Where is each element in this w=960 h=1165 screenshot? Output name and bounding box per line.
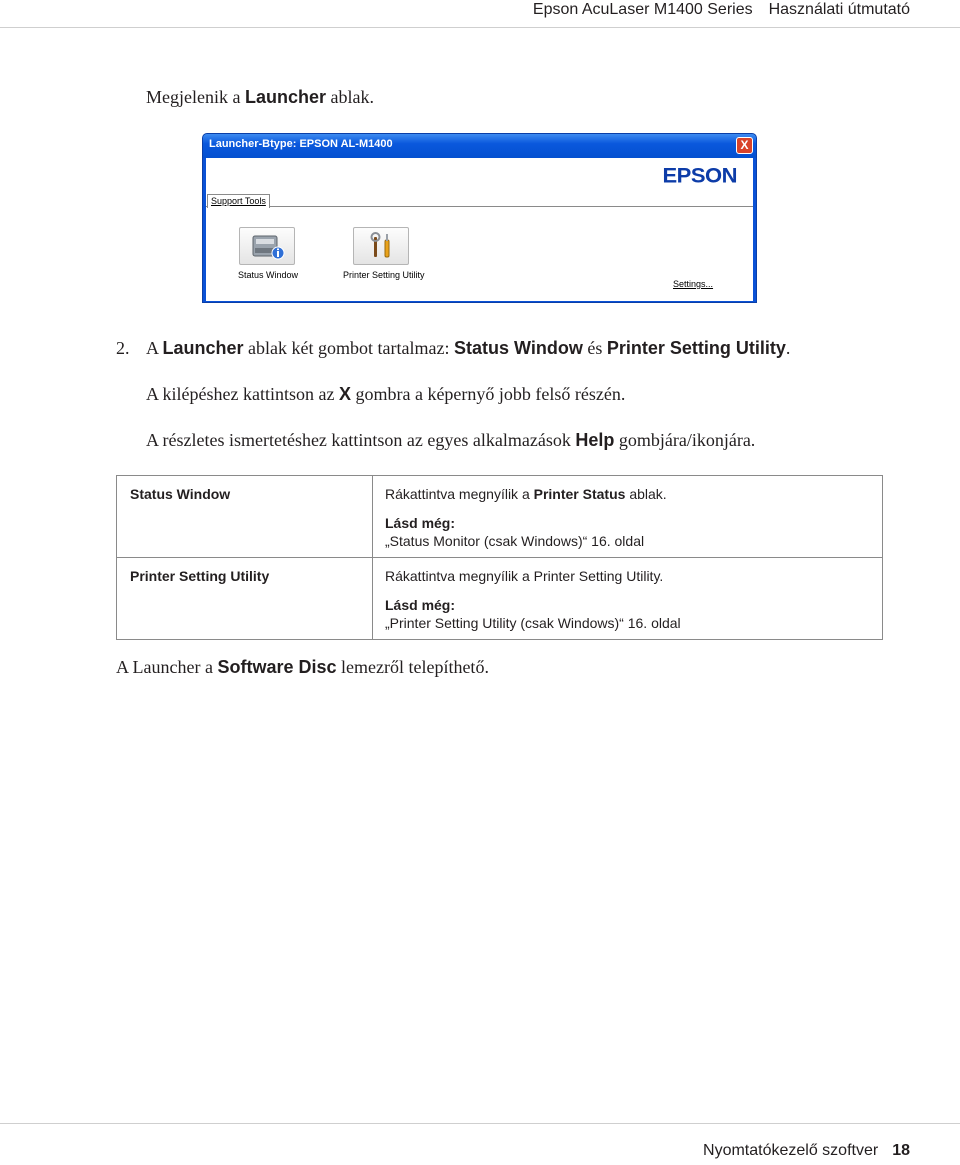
- page-header: [0, 0, 960, 28]
- status-window-label[interactable]: Status Window: [238, 270, 299, 280]
- table-row-1-desc: [385, 486, 667, 502]
- footer-divider: [0, 1123, 960, 1124]
- para1-text-1: A kilépéshez kattintson az: [146, 384, 339, 404]
- tools-icon: [354, 228, 410, 266]
- help-instruction: [146, 430, 755, 451]
- row1-desc-bold: Printer Status: [533, 486, 626, 502]
- close-button[interactable]: X: [736, 137, 753, 154]
- settings-link[interactable]: Settings...: [673, 279, 714, 289]
- tools-table: [116, 475, 883, 640]
- step-bold-1: Launcher: [162, 338, 244, 358]
- install-note: [116, 657, 489, 678]
- footer-section: Nyomtatókezelő szoftver: [703, 1142, 879, 1159]
- launcher-client-area: [206, 158, 753, 301]
- table-row-1-see-label: Lásd még:: [385, 515, 456, 531]
- launcher-titlebar[interactable]: [203, 134, 756, 158]
- tab-divider: [206, 206, 753, 207]
- table-row-2-see-label: Lásd még:: [385, 597, 456, 613]
- table-row-1-name: Status Window: [130, 486, 231, 502]
- table-row-2-desc: [385, 568, 663, 584]
- intro-text: [146, 87, 374, 108]
- step-text-1: A: [146, 338, 163, 358]
- step-bold-2: Status Window: [453, 338, 583, 358]
- note-bold: Software Disc: [217, 657, 337, 677]
- step-2: [116, 338, 790, 359]
- printer-setting-utility-label[interactable]: Printer Setting Utility: [343, 270, 425, 280]
- launcher-window: [202, 133, 757, 303]
- page-footer: [703, 1142, 910, 1160]
- tab-support-tools[interactable]: Support Tools: [207, 194, 270, 208]
- para1-text-2: gombra a képernyő jobb felső részén.: [350, 384, 626, 404]
- row1-desc-after: ablak.: [625, 486, 667, 502]
- step-text-2: ablak két gombot tartalmaz:: [243, 338, 454, 358]
- epson-logo: EPSON: [662, 163, 737, 188]
- note-text-1: A Launcher a: [116, 657, 218, 677]
- intro-before: Megjelenik a: [146, 87, 245, 107]
- header-guide: Használati útmutató: [768, 1, 910, 18]
- para1-bold: X: [338, 384, 351, 404]
- status-window-button[interactable]: [239, 227, 295, 265]
- launcher-title: Launcher-Btype: EPSON AL-M1400: [209, 138, 393, 150]
- page-number: 18: [892, 1142, 910, 1159]
- step-number: 2.: [116, 338, 130, 358]
- table-row-2-see-link[interactable]: „Printer Setting Utility (csak Windows)“ 16. oldal: [385, 615, 681, 631]
- intro-bold: Launcher: [244, 87, 326, 107]
- para2-text-2: gombjára/ikonjára.: [614, 430, 756, 450]
- para2-text-1: A részletes ismertetéshez kattintson az egyes alkalmazások: [146, 430, 576, 450]
- note-text-2: lemezről telepíthető.: [336, 657, 489, 677]
- printer-info-icon: [240, 228, 296, 266]
- step-bold-3: Printer Setting Utility: [606, 338, 786, 358]
- printer-setting-utility-button[interactable]: [353, 227, 409, 265]
- step-text-3: és: [582, 338, 607, 358]
- header-product: Epson AcuLaser M1400 Series: [532, 1, 753, 18]
- row1-desc-before: Rákattintva megnyílik a: [385, 486, 534, 502]
- table-row-divider: [117, 557, 882, 558]
- header-text: [533, 1, 910, 19]
- row2-desc-before: Rákattintva megnyílik a Printer Setting Utility.: [385, 568, 664, 584]
- table-row-2-name: Printer Setting Utility: [130, 568, 270, 584]
- step-text-4: .: [785, 338, 791, 358]
- para2-bold: Help: [575, 430, 615, 450]
- exit-instruction: [146, 384, 625, 405]
- table-row-1-see-link[interactable]: „Status Monitor (csak Windows)“ 16. oldal: [385, 533, 645, 549]
- intro-after: ablak.: [326, 87, 374, 107]
